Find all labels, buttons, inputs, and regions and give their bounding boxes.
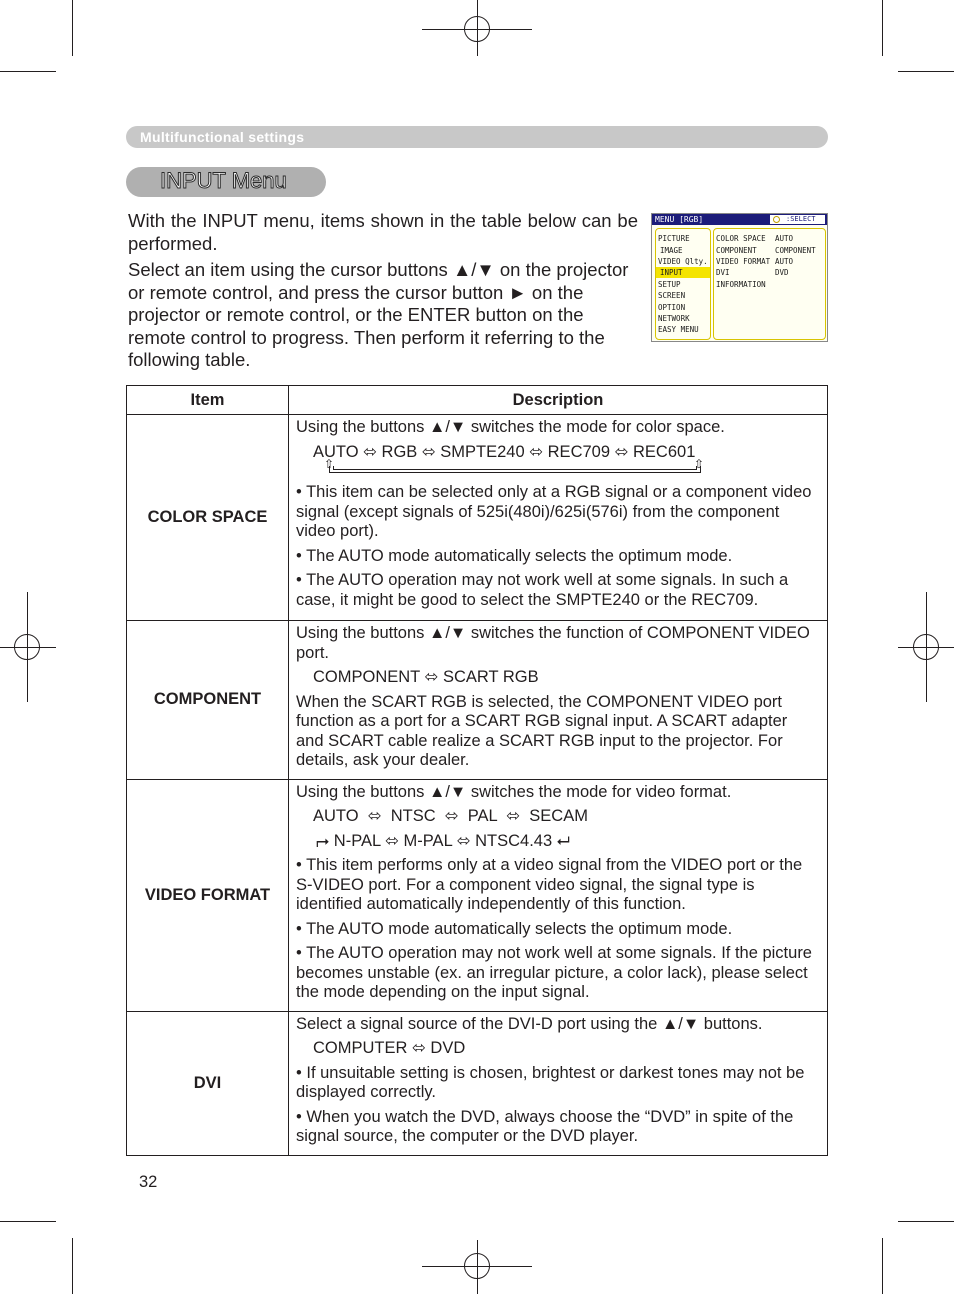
description-line: • This item performs only at a video signal from the VIDEO port or the S-VIDEO port. For a component video signal, the signal type is identified automatically independently of this function. [296,856,803,913]
osd-item-input: INPUT [656,267,710,278]
column-header-item: Item [127,386,289,415]
description-line: Select a signal source of the DVI-D port using the ▲/▼ buttons. [296,1014,763,1033]
menu-screenshot-header [652,214,827,225]
osd-sub-color-space-value: AUTO [775,234,794,243]
osd-item-picture: PICTURE [658,234,690,243]
osd-sub-color-space: COLOR SPACE [716,234,766,243]
table-row [127,1011,828,1155]
description-line: Using the buttons ▲/▼ switches the mode for video format. [296,782,732,801]
row-description-component [289,621,828,780]
intro-text [128,210,638,372]
menu-screenshot [651,213,828,342]
page-number: 32 [139,1173,158,1191]
up-arrow-icon: ⇧ [694,457,705,471]
osd-sub-component-value: COMPONENT [775,246,816,255]
intro-paragraph-1: With the INPUT menu, items shown in the table below can be performed. [128,210,638,254]
description-line: Using the buttons ▲/▼ switches the function of COMPONENT VIDEO port. [296,624,810,662]
row-description-color-space [289,415,828,621]
intro-paragraph-2: Select an item using the cursor buttons ▲/▼ on the projector or remote control, and press the cursor button ► on the projector or remote control, or the ENTER button on the remote control to progress. Then perform it referring to the following table. [128,259,629,370]
row-item-component: COMPONENT [127,621,289,780]
row-description-video-format [289,779,828,1011]
menu-screenshot-sub-list [713,228,826,340]
osd-sub-component: COMPONENT [716,246,757,255]
osd-item-option: OPTION [658,303,686,312]
description-line: • The AUTO operation may not work well at some signals. In such a case, it might be good to select the SMPTE240 or the REC709. [296,571,789,609]
table-row [127,415,828,621]
row-item-video-format: VIDEO FORMAT [127,779,289,1011]
description-line: • The AUTO mode automatically selects the optimum mode. [296,919,733,938]
option-cycle: AUTO ⬄ RGB ⬄ SMPTE240 ⬄ REC709 ⬄ REC601 [313,442,696,461]
osd-item-network: NETWORK [658,314,690,323]
table-row [127,779,828,1011]
table-row [127,621,828,780]
osd-item-video-qlty: VIDEO Qlty. [658,257,708,266]
row-item-color-space: COLOR SPACE [127,415,289,621]
description-line: • The AUTO operation may not work well at some signals. If the picture becomes unstable (ex. an irregular picture, a color lack), please select the mode depending on the input signal. [296,944,812,1001]
section-title: Multifunctional settings [140,129,305,145]
osd-item-image: IMAGE [660,246,683,255]
row-item-dvi: DVI [127,1011,289,1155]
select-icon [773,216,780,223]
cycle-return-arrow [296,456,819,478]
description-line: • The AUTO mode automatically selects the optimum mode. [296,546,733,565]
input-menu-table [126,385,828,1156]
osd-item-easy-menu: EASY MENU [658,325,699,334]
osd-sub-dvi: DVI [716,268,730,277]
section-header-bar [126,126,828,148]
osd-item-screen: SCREEN [658,291,686,300]
menu-screenshot-main-list [655,228,711,340]
description-line: • This item can be selected only at a RGB signal or a component video signal (except signals of 525i(480i)/625i(576i) from the component video port). [296,483,812,540]
option-cycle: AUTO ⬄ NTSC ⬄ PAL ⬄ SECAM [313,807,588,825]
osd-sub-video-format-value: AUTO [775,257,794,266]
option-cycle: COMPONENT ⬄ SCART RGB [313,668,539,686]
select-hint-label: :SELECT [786,215,816,223]
row-description-dvi [289,1011,828,1155]
option-cycle-continued: ⮣ N-PAL ⬄ M-PAL ⬄ NTSC4.43 ⮠ [316,831,570,850]
osd-sub-dvi-value: DVD [775,268,789,277]
description-line: When the SCART RGB is selected, the COMPONENT VIDEO port function as a port for a SCART RGB signal input. A SCART adapter and SCART cable realize a SCART RGB input to the projector. For details, ask your dealer. [296,692,788,769]
page-title-pill [126,167,326,197]
osd-item-setup: SETUP [658,280,681,289]
description-line: Using the buttons ▲/▼ switches the mode for color space. [296,418,725,436]
description-line: • When you watch the DVD, always choose the “DVD” in spite of the signal source, the computer or the DVD player. [296,1107,794,1145]
osd-sub-information: INFORMATION [716,280,766,289]
option-cycle: COMPUTER ⬄ DVD [313,1039,466,1057]
column-header-description: Description [289,386,828,415]
up-arrow-icon: ⇧ [324,457,335,471]
table-header-row [127,386,828,415]
description-line: • If unsuitable setting is chosen, brightest or darkest tones may not be displayed correctly. [296,1063,805,1101]
osd-sub-video-format: VIDEO FORMAT [716,257,771,266]
page-title: INPUT Menu [160,168,287,193]
menu-screenshot-title: MENU [RGB] [655,215,704,224]
select-hint [770,215,825,224]
